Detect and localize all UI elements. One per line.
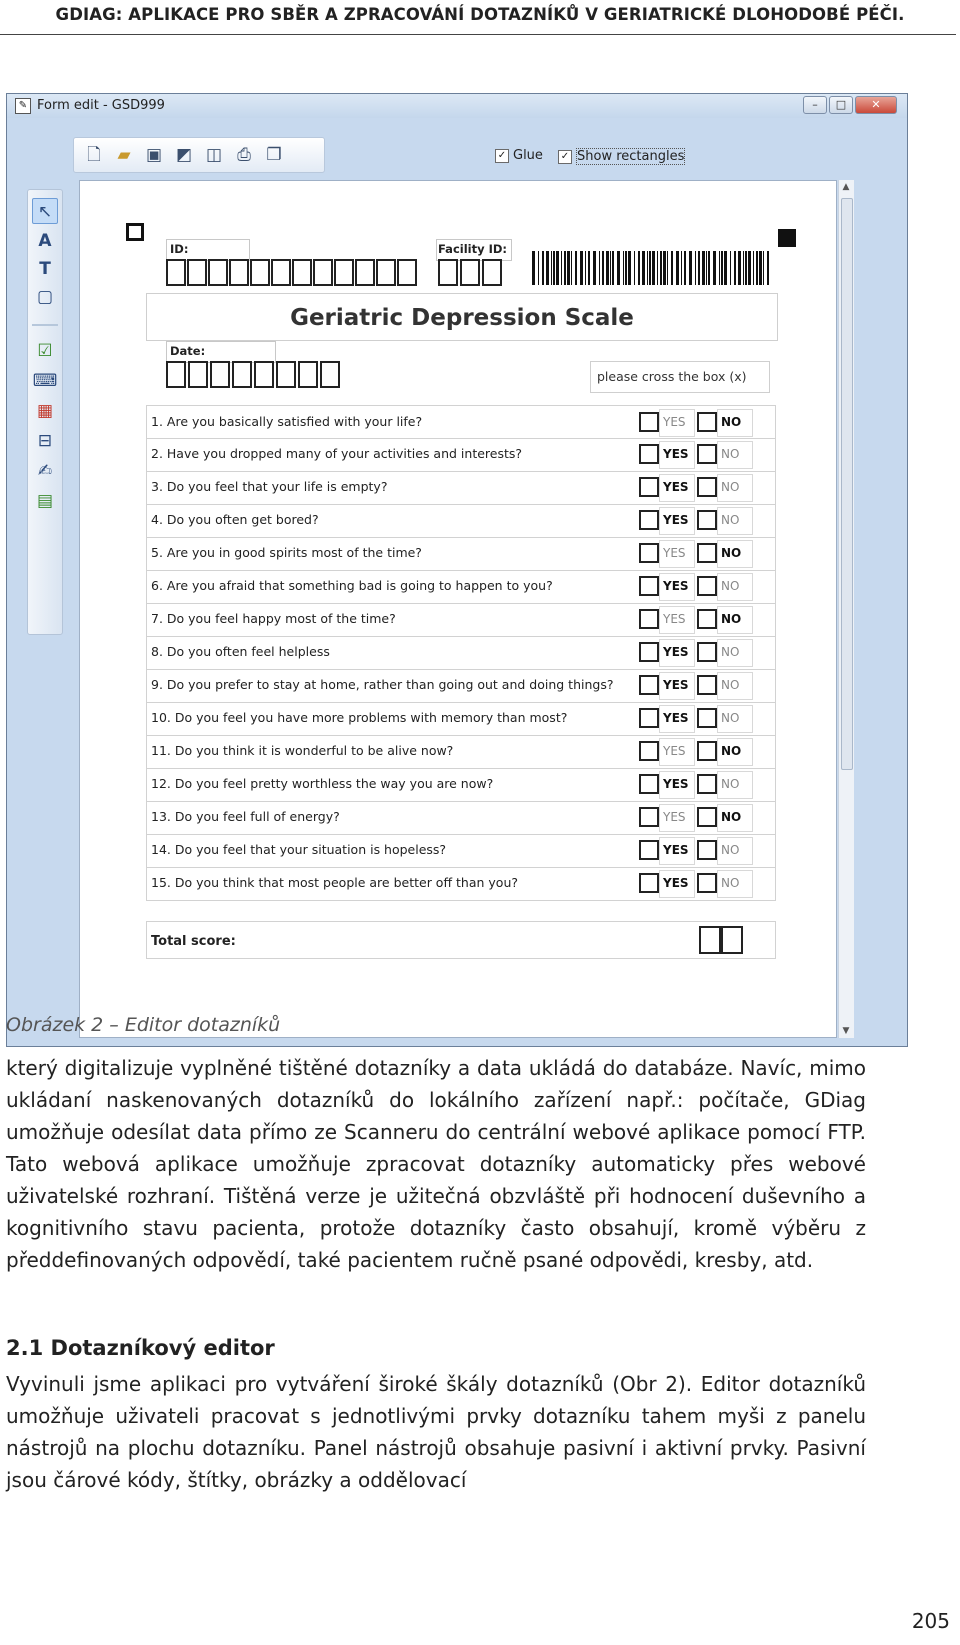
glue-label: Glue xyxy=(513,148,543,163)
question-text: 12. Do you feel pretty worthless the way you are now? xyxy=(151,776,494,791)
print-icon[interactable]: ⎙ xyxy=(237,145,251,165)
scroll-thumb[interactable] xyxy=(841,198,853,770)
header-rule xyxy=(0,34,956,35)
no-checkbox[interactable] xyxy=(697,840,717,860)
no-checkbox[interactable] xyxy=(697,609,717,629)
digit-box[interactable] xyxy=(188,361,208,388)
new-file-icon[interactable]: 🗋 xyxy=(87,145,101,165)
digit-box[interactable] xyxy=(460,259,480,286)
yes-checkbox[interactable] xyxy=(639,609,659,629)
yes-label: YES xyxy=(663,579,689,593)
page-header xyxy=(0,0,960,36)
yes-checkbox[interactable] xyxy=(639,642,659,662)
no-label: NO xyxy=(721,777,740,791)
yes-label: YES xyxy=(663,777,689,791)
question-text: 1. Are you basically satisfied with your life? xyxy=(151,414,423,429)
window-controls xyxy=(803,96,897,114)
show-rectangles-checkbox[interactable] xyxy=(558,148,685,165)
yes-label: YES xyxy=(663,415,686,429)
yes-checkbox[interactable] xyxy=(639,477,659,497)
yes-label: YES xyxy=(663,447,689,461)
question-row xyxy=(146,405,776,439)
question-row xyxy=(146,867,776,901)
yes-checkbox[interactable] xyxy=(639,510,659,530)
vertical-scrollbar[interactable] xyxy=(838,180,854,1038)
yes-label: YES xyxy=(663,810,686,824)
total-score-row xyxy=(146,921,776,959)
question-text: 13. Do you feel full of energy? xyxy=(151,809,340,824)
question-row xyxy=(146,834,776,868)
rectangle-icon[interactable]: ▢ xyxy=(36,287,54,307)
app-pencil-icon: ✎ xyxy=(15,98,31,114)
digit-box[interactable] xyxy=(254,361,274,388)
digit-box[interactable] xyxy=(232,361,252,388)
maximize-button[interactable]: □ xyxy=(829,96,853,114)
facility-id-label: Facility ID: xyxy=(438,242,508,256)
form-edit-window xyxy=(6,93,908,1047)
question-row xyxy=(146,570,776,604)
question-text: 9. Do you prefer to stay at home, rather than going out and doing things? xyxy=(151,677,614,692)
question-text: 14. Do you feel that your situation is hopeless? xyxy=(151,842,447,857)
minimize-button[interactable]: – xyxy=(803,96,827,114)
yes-checkbox[interactable] xyxy=(639,873,659,893)
yes-label: YES xyxy=(663,876,689,890)
close-button[interactable]: ✕ xyxy=(855,96,897,114)
yes-checkbox[interactable] xyxy=(639,576,659,596)
digit-box[interactable] xyxy=(438,259,458,286)
date-icon[interactable]: ▦ xyxy=(36,401,54,421)
digit-box[interactable] xyxy=(292,259,312,286)
digit-box[interactable] xyxy=(355,259,375,286)
digit-box[interactable] xyxy=(482,259,502,286)
no-checkbox[interactable] xyxy=(697,412,717,432)
save-as-icon[interactable]: ◩ xyxy=(175,145,193,165)
body-paragraph-2: Vyvinuli jsme aplikaci pro vytváření široké škály dotazníků (Obr 2). Editor dotazníků umožňuje uživateli pracovat s jednotlivými prvky dotazníku tahem myši z panelu nástrojů na plochu dotazníku. Panel nástrojů obsahuje pasivní i aktivní prvky. Pasivní jsou čárové kódy, štítky, obrázky a oddělovací xyxy=(6,1372,866,1492)
yes-label: YES xyxy=(663,678,689,692)
element-toolbox xyxy=(27,189,63,635)
open-folder-icon[interactable]: ▰ xyxy=(117,145,131,165)
no-label: NO xyxy=(721,645,740,659)
question-row xyxy=(146,669,776,703)
yes-checkbox[interactable] xyxy=(639,741,659,761)
yes-checkbox[interactable] xyxy=(639,840,659,860)
question-text: 11. Do you think it is wonderful to be alive now? xyxy=(151,743,454,758)
digit-box[interactable] xyxy=(166,361,186,388)
question-text: 8. Do you often feel helpless xyxy=(151,644,330,659)
digit-box[interactable] xyxy=(271,259,291,286)
text-icon[interactable]: T xyxy=(39,259,51,279)
no-checkbox[interactable] xyxy=(697,741,717,761)
yes-checkbox[interactable] xyxy=(639,412,659,432)
barcode xyxy=(532,251,772,285)
digit-box[interactable] xyxy=(250,259,270,286)
question-row xyxy=(146,438,776,472)
show-rectangles-check-box[interactable]: ✓ xyxy=(558,150,572,164)
question-text: 3. Do you feel that your life is empty? xyxy=(151,479,388,494)
window-title: Form edit - GSD999 xyxy=(37,98,165,113)
checkbox-icon[interactable]: ☑ xyxy=(37,341,53,361)
digit-box[interactable] xyxy=(208,259,228,286)
window-titlebar xyxy=(7,94,907,118)
yes-checkbox[interactable] xyxy=(639,543,659,563)
total-score-box[interactable] xyxy=(699,926,721,954)
yes-label: YES xyxy=(663,843,689,857)
no-checkbox[interactable] xyxy=(697,807,717,827)
form-title: Geriatric Depression Scale xyxy=(146,293,778,341)
no-checkbox[interactable] xyxy=(697,873,717,893)
no-checkbox[interactable] xyxy=(697,642,717,662)
page-number: 205 xyxy=(911,1609,950,1633)
yes-label: YES xyxy=(663,612,686,626)
question-row xyxy=(146,735,776,769)
signature-icon[interactable]: ✍ xyxy=(37,461,53,481)
digit-box[interactable] xyxy=(397,259,417,286)
scroll-up-arrow-icon[interactable]: ▲ xyxy=(842,182,850,192)
digit-box[interactable] xyxy=(376,259,396,286)
no-checkbox[interactable] xyxy=(697,774,717,794)
yes-checkbox[interactable] xyxy=(639,774,659,794)
no-label: NO xyxy=(721,546,742,560)
show-rectangles-label: Show rectangles xyxy=(577,149,685,164)
question-text: 15. Do you think that most people are better off than you? xyxy=(151,875,519,890)
question-row xyxy=(146,537,776,571)
question-row xyxy=(146,768,776,802)
question-text: 7. Do you feel happy most of the time? xyxy=(151,611,396,626)
glue-check-box[interactable]: ✓ xyxy=(495,149,509,163)
question-row xyxy=(146,801,776,835)
question-row xyxy=(146,504,776,538)
question-row xyxy=(146,603,776,637)
no-label: NO xyxy=(721,579,740,593)
yes-label: YES xyxy=(663,645,689,659)
no-label: NO xyxy=(721,810,742,824)
question-row xyxy=(146,471,776,505)
digit-box[interactable] xyxy=(210,361,230,388)
no-label: NO xyxy=(721,744,742,758)
text-style-icon[interactable]: A xyxy=(38,231,52,251)
pointer-icon[interactable]: ↖ xyxy=(32,198,58,224)
digit-box[interactable] xyxy=(334,259,354,286)
digit-box[interactable] xyxy=(313,259,333,286)
date-label: Date: xyxy=(170,344,206,358)
yes-label: YES xyxy=(663,513,689,527)
no-checkbox[interactable] xyxy=(697,477,717,497)
no-label: NO xyxy=(721,678,740,692)
instruction-hint: please cross the box (x) xyxy=(590,361,770,393)
id-label: ID: xyxy=(170,242,189,256)
no-label: NO xyxy=(721,876,740,890)
no-checkbox[interactable] xyxy=(697,708,717,728)
registration-mark-empty xyxy=(126,223,144,241)
digit-box[interactable] xyxy=(166,259,186,286)
yes-checkbox[interactable] xyxy=(639,675,659,695)
no-checkbox[interactable] xyxy=(697,576,717,596)
scan-icon[interactable]: ◫ xyxy=(205,145,223,165)
toolbox-separator xyxy=(32,324,58,326)
total-score-label: Total score: xyxy=(151,934,236,949)
question-text: 4. Do you often get bored? xyxy=(151,512,319,527)
digit-box[interactable] xyxy=(320,361,340,388)
no-label: NO xyxy=(721,480,740,494)
digit-box[interactable] xyxy=(276,361,296,388)
no-label: NO xyxy=(721,711,740,725)
question-text: 5. Are you in good spirits most of the time? xyxy=(151,545,422,560)
image-icon[interactable]: ▤ xyxy=(36,491,54,511)
digit-box[interactable] xyxy=(229,259,249,286)
figure-caption: Obrázek 2 – Editor dotazníků xyxy=(6,1014,281,1036)
field-icon[interactable]: ⊟ xyxy=(37,431,53,451)
textbox-icon[interactable]: ⌨ xyxy=(32,371,58,391)
no-checkbox[interactable] xyxy=(697,543,717,563)
question-text: 10. Do you feel you have more problems with memory than most? xyxy=(151,710,568,725)
no-label: NO xyxy=(721,843,740,857)
yes-label: YES xyxy=(663,744,686,758)
form-canvas[interactable] xyxy=(79,180,837,1038)
digit-box[interactable] xyxy=(298,361,318,388)
main-toolbar xyxy=(73,137,325,173)
copy-icon[interactable]: ❐ xyxy=(266,145,282,165)
no-checkbox[interactable] xyxy=(697,444,717,464)
question-text: 6. Are you afraid that something bad is going to happen to you? xyxy=(151,578,553,593)
question-text: 2. Have you dropped many of your activities and interests? xyxy=(151,446,523,461)
question-row xyxy=(146,702,776,736)
scroll-down-arrow-icon[interactable]: ▼ xyxy=(842,1026,850,1036)
save-icon[interactable]: ▣ xyxy=(145,145,163,165)
no-checkbox[interactable] xyxy=(697,675,717,695)
yes-checkbox[interactable] xyxy=(639,807,659,827)
no-label: NO xyxy=(721,415,742,429)
running-title: GDIAG: APLIKACE PRO SBĚR A ZPRACOVÁNÍ DOTAZNÍKŮ V GERIATRICKÉ DLOHODOBÉ PÉČI. xyxy=(55,5,905,24)
yes-checkbox[interactable] xyxy=(639,708,659,728)
body-paragraph-1: který digitalizuje vyplněné tištěné dotazníky a data ukládá do databáze. Navíc, mimo ukládaní naskenovaných dotazníků do lokálního zařízení např.: počítače, GDiag umožňuje odesílat data přímo ze Scanneru do centrální webové aplikace pomocí FTP. Tato webová aplikace umožňuje zpracovat dotazníky automaticky přes webové uživatelské rozhraní. Tištěná verze je užitečná obzvláště při hodnocení duševního a kognitivního stavu pacienta, protože dotazníky často obsahují, kromě výběru z předdefinovaných odpovědí, také pacientem ručně psané odpovědi, kresby, atd. xyxy=(6,1056,866,1272)
no-label: NO xyxy=(721,612,742,626)
no-label: NO xyxy=(721,447,740,461)
total-score-box[interactable] xyxy=(721,926,743,954)
yes-label: YES xyxy=(663,711,689,725)
section-heading: 2.1 Dotazníkový editor xyxy=(6,1336,275,1360)
no-checkbox[interactable] xyxy=(697,510,717,530)
registration-mark-filled xyxy=(778,229,796,247)
no-label: NO xyxy=(721,513,740,527)
question-row xyxy=(146,636,776,670)
yes-checkbox[interactable] xyxy=(639,444,659,464)
digit-box[interactable] xyxy=(187,259,207,286)
yes-label: YES xyxy=(663,546,686,560)
yes-label: YES xyxy=(663,480,689,494)
glue-checkbox[interactable] xyxy=(495,148,543,163)
